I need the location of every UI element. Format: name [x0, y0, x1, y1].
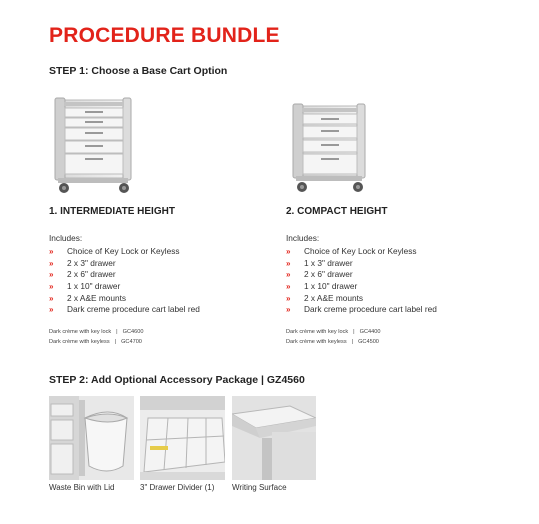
page-title: PROCEDURE BUNDLE	[49, 24, 280, 47]
chevron-bullet-icon: »	[49, 270, 54, 280]
accessory-caption-drawer-divider: 3" Drawer Divider (1)	[140, 483, 215, 492]
compact-cart-image	[290, 100, 370, 195]
order-code-row: Dark crème with keyless | GC4700	[49, 338, 142, 345]
list-item: » Dark creme procedure cart label red	[49, 304, 200, 315]
chevron-bullet-icon: »	[286, 270, 291, 280]
list-item: » 2 x 6" drawer	[286, 269, 353, 280]
chevron-bullet-icon: »	[49, 293, 54, 303]
order-codes-compact	[286, 328, 380, 347]
chevron-bullet-icon: »	[286, 258, 291, 268]
includes-label: Includes:	[49, 233, 83, 243]
chevron-bullet-icon: »	[286, 247, 291, 256]
includes-label: Includes:	[286, 233, 320, 243]
list-item: » 1 x 10" drawer	[49, 281, 121, 292]
chevron-bullet-icon: »	[286, 293, 291, 303]
list-item: » 2 x A&E mounts	[286, 292, 364, 303]
list-item: » Choice of Key Lock or Keyless	[49, 246, 180, 256]
list-item: » 1 x 3" drawer	[286, 257, 353, 268]
intermediate-cart-image	[52, 94, 136, 194]
accessory-caption-writing-surface: Writing Surface	[232, 483, 287, 492]
list-item: » 1 x 10" drawer	[286, 281, 358, 292]
step2-heading: STEP 2: Add Optional Accessory Package | GZ4560	[49, 374, 305, 386]
list-item: » Dark creme procedure cart label red	[286, 304, 437, 315]
waste-bin-image	[49, 396, 134, 480]
includes-list-intermediate	[49, 233, 200, 316]
list-item: » 2 x 3" drawer	[49, 257, 116, 268]
chevron-bullet-icon: »	[49, 305, 54, 315]
drawer-divider-image	[140, 396, 225, 480]
order-codes-intermediate	[49, 328, 143, 347]
list-item: » Choice of Key Lock or Keyless	[286, 246, 417, 256]
chevron-bullet-icon: »	[286, 305, 291, 315]
accessory-caption-waste-bin: Waste Bin with Lid	[49, 483, 115, 492]
includes-list-compact	[286, 233, 437, 316]
list-item: » 2 x 6" drawer	[49, 269, 116, 280]
writing-surface-image	[232, 396, 316, 480]
chevron-bullet-icon: »	[49, 258, 54, 268]
chevron-bullet-icon: »	[49, 247, 54, 256]
list-item: » 2 x A&E mounts	[49, 292, 127, 303]
order-code-row: Dark crème with keyless | GC4500	[286, 338, 379, 345]
order-code-row: Dark crème with key lock | GC4400	[286, 329, 381, 335]
order-code-row: Dark crème with key lock | GC4600	[49, 329, 144, 335]
option-heading-compact: 2. COMPACT HEIGHT	[286, 206, 388, 217]
chevron-bullet-icon: »	[286, 282, 291, 292]
option-heading-intermediate: 1. INTERMEDIATE HEIGHT	[49, 206, 175, 217]
chevron-bullet-icon: »	[49, 282, 54, 292]
step1-heading: STEP 1: Choose a Base Cart Option	[49, 65, 228, 77]
